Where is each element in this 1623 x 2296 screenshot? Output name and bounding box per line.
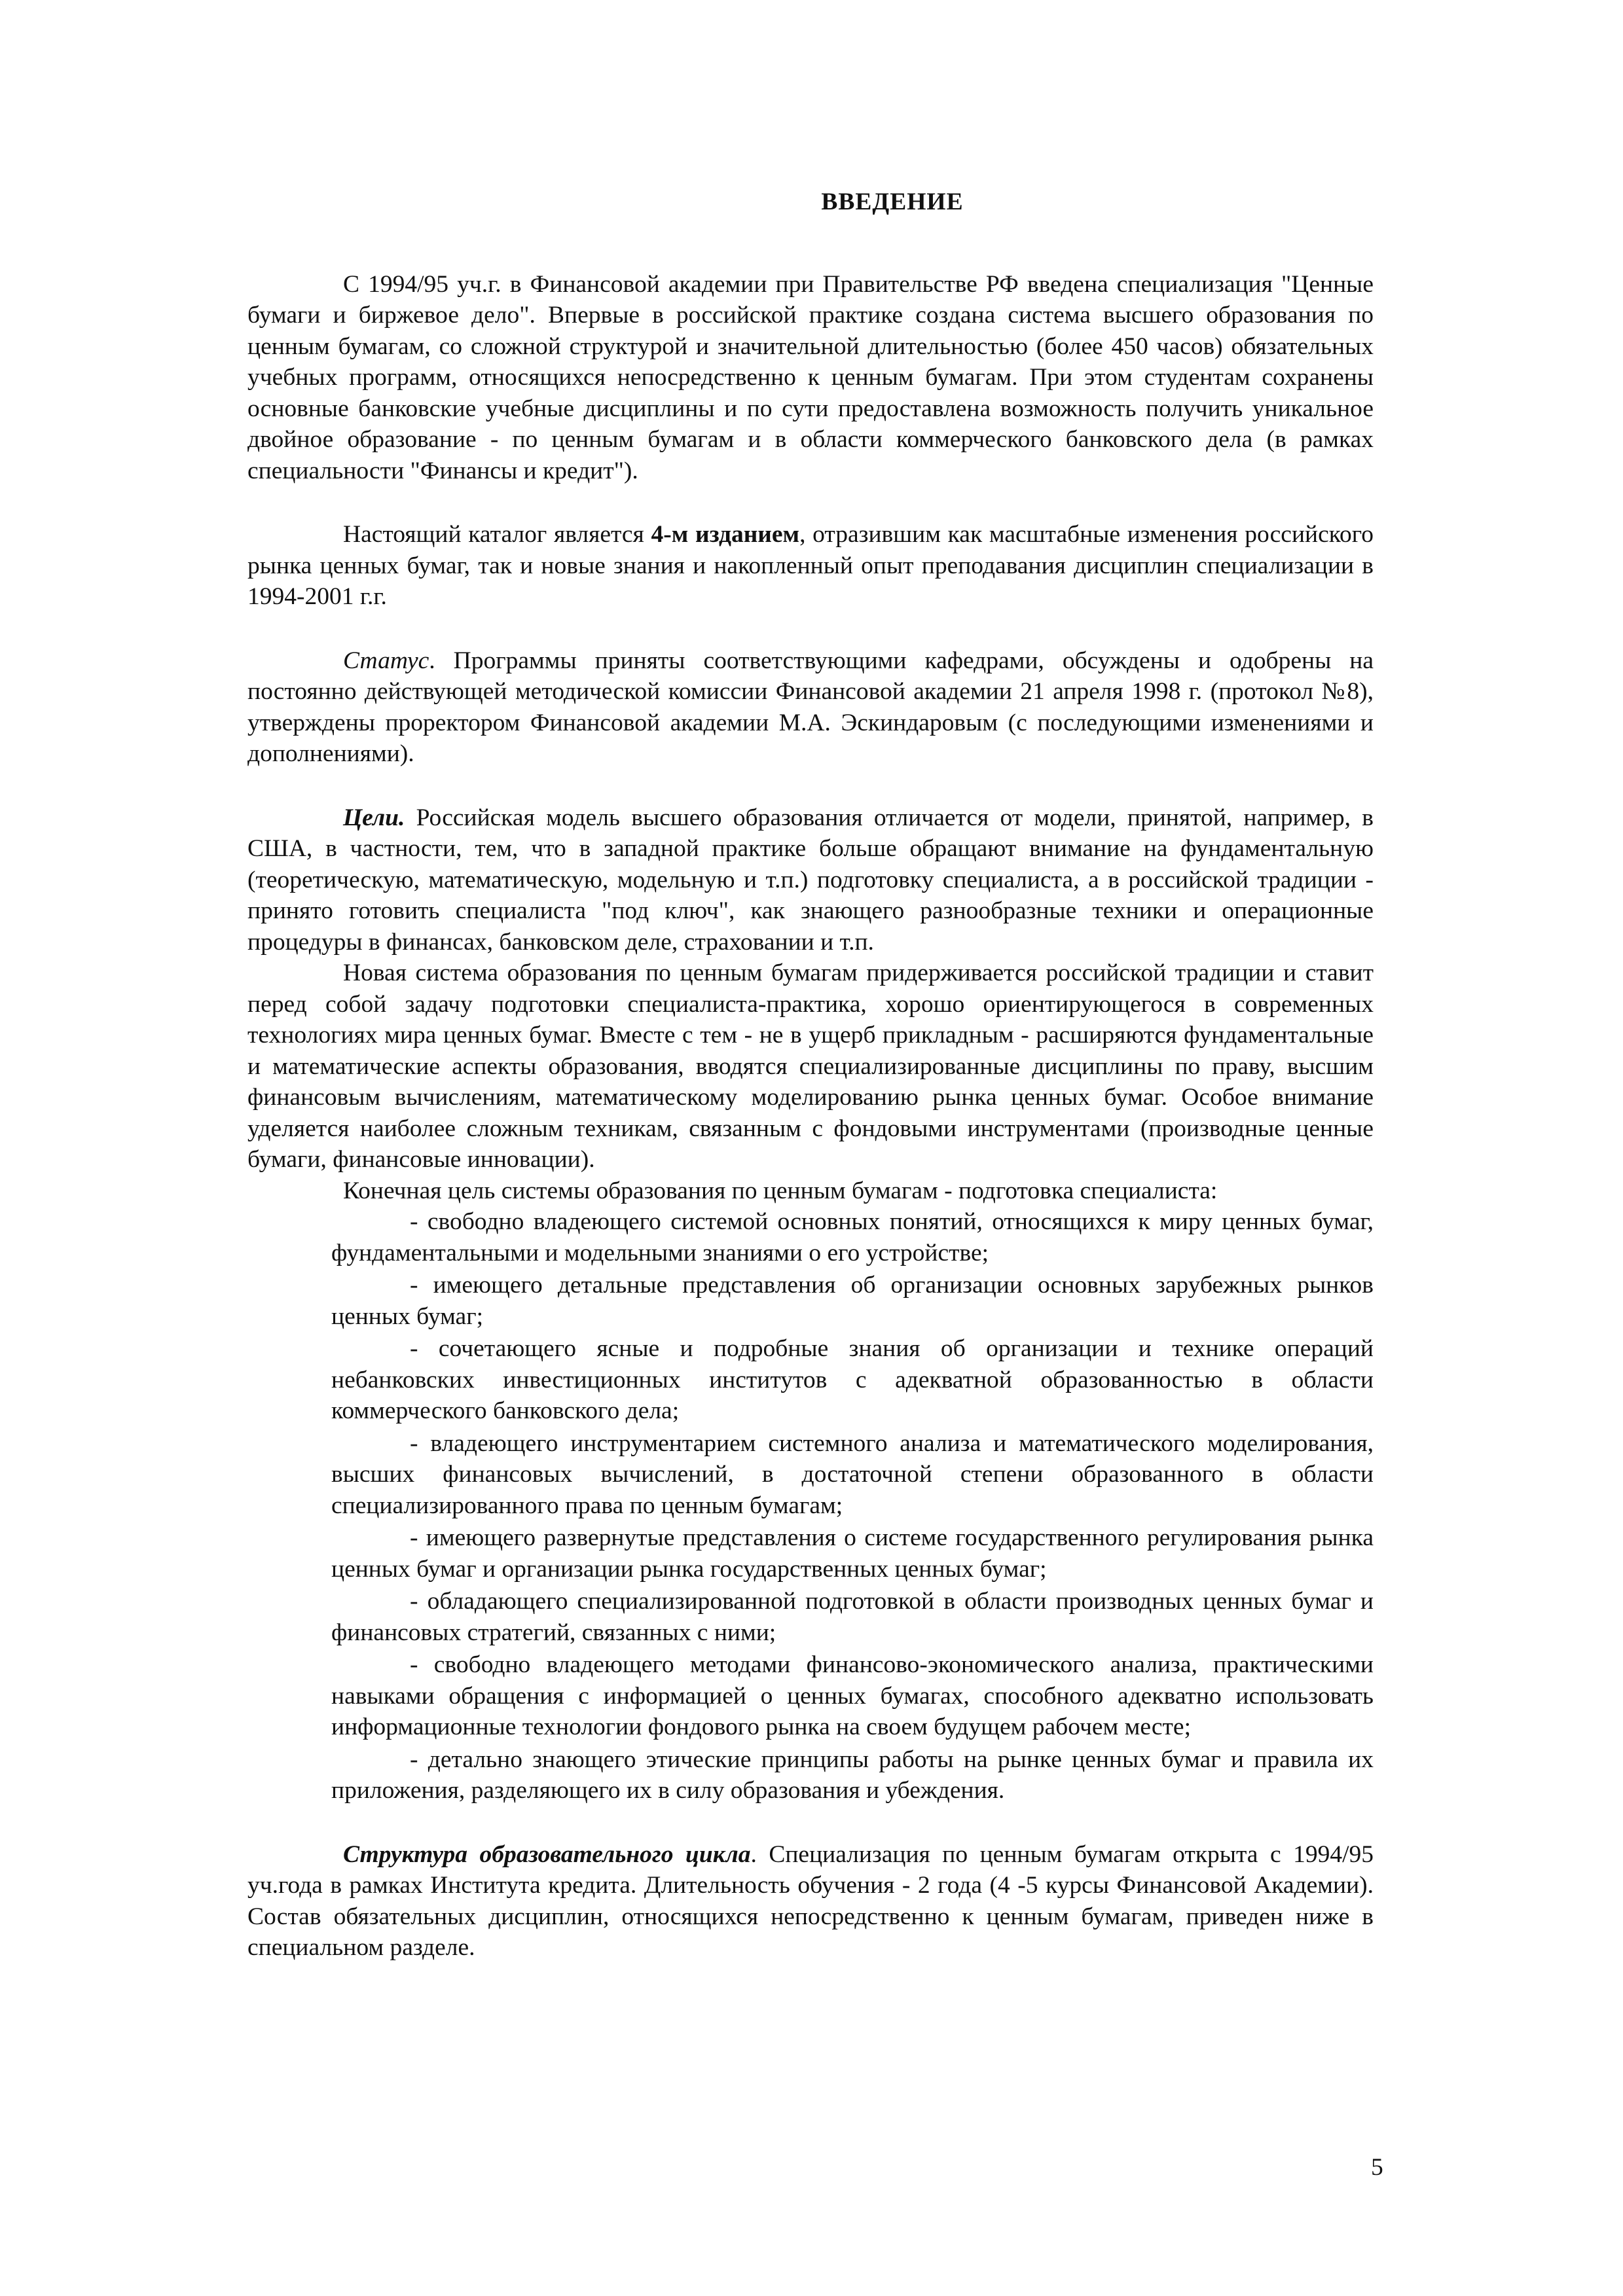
intro-paragraph: С 1994/95 уч.г. в Финансовой академии при Правительстве РФ введена специализация "Ценные бумаги и биржевое дело". Впервые в российской практике создана система высшего образования по ценным бумагам, со сложной структурой и значительной длительностью (более 450 часов) обязательных учебных программ, относящихся непосредственно к ценным бумагам. При этом студентам сохранены основные банковские учебные дисциплины и по сути предоставлена возможность получить уникальное двойное образование - по ценным бумагам и в области коммерческого банковского дела (в рамках специальности "Финансы и кредит"). bbox=[247, 270, 1374, 484]
status-paragraph bbox=[247, 645, 1374, 770]
status-text: . Программы приняты соответствующими кафедрами, обсуждены и одобрены на постоянно действующей методической комиссии Финансовой академии 21 апреля 1998 г. (протокол №8), утверждены проректором Финансовой академии М.А. Эскиндаровым (с последующими изменениями и дополнениями). bbox=[247, 647, 1374, 767]
structure-text: . Специализация по ценным бумагам открыта с 1994/95 уч.года в рамках Института кредита. Длительность обучения - 2 года (4 -5 курсы Финансовой Академии). Состав обязательных дисциплин, относящихся непосредственно к ценным бумагам, приведен ниже в специальном разделе. bbox=[247, 1840, 1374, 1961]
goals-label: Цели. bbox=[343, 804, 405, 831]
catalog-text-before: Настоящий каталог является bbox=[343, 521, 651, 548]
catalog-edition-bold: 4-м изданием bbox=[651, 521, 800, 548]
goal-list bbox=[247, 1206, 1374, 1806]
catalog-paragraph bbox=[247, 519, 1374, 613]
goal-item: - имеющего детальные представления об организации основных зарубежных рынков ценных бумаг; bbox=[331, 1272, 1374, 1330]
page-title: ВВЕДЕНИЕ bbox=[821, 188, 964, 215]
goals-text: Российская модель высшего образования отличается от модели, принятой, например, в США, в частности, тем, что в западной практике больше обращают внимание на фундаментальную (теоретическую, математическую, модельную и т.п.) подготовку специалиста, а в российской традиции - принято готовить специалиста "под ключ", как знающего разнообразные техники и операционные процедуры в финансах, банковском деле, страховании и т.п. bbox=[247, 804, 1374, 956]
structure-paragraph bbox=[247, 1839, 1374, 1964]
document-page bbox=[247, 187, 1374, 1964]
new-system-paragraph: Новая система образования по ценным бумагам придерживается российской традиции и ставит перед собой задачу подготовки специалиста-практика, хорошо ориентирующегося в современных технологиях мира ценных бумаг. Вместе с тем - не в ущерб прикладным - расширяются фундаментальные и математические аспекты образования, вводятся специализированные дисциплины по праву, высшим финансовым вычислениям, математическому моделированию рынка ценных бумаг. Особое внимание уделяется наиболее сложным техникам, связанным с фондовыми инструментами (производные ценные бумаги, финансовые инновации). bbox=[247, 960, 1374, 1173]
goals-paragraph bbox=[247, 802, 1374, 958]
goal-item: - свободно владеющего системой основных понятий, относящихся к миру ценных бумаг, фундаментальными и модельными знаниями о его устройстве; bbox=[331, 1208, 1374, 1266]
catalog-text-after: , отразившим как масштабные изменения российского рынка ценных бумаг, так и новые знания и накопленный опыт преподавания дисциплин специализации в 1994-2001 г.г. bbox=[247, 521, 1374, 610]
goal-item: - обладающего специализированной подготовкой в области производных ценных бумаг и финансовых стратегий, связанных с ними; bbox=[331, 1588, 1374, 1646]
structure-label: Структура образовательного цикла bbox=[343, 1840, 751, 1868]
page-number: 5 bbox=[1371, 2154, 1383, 2181]
goal-item: - сочетающего ясные и подробные знания об организации и технике операций небанковских инвестиционных институтов с адекватной образованностью в области коммерческого банковского дела; bbox=[331, 1335, 1374, 1424]
goal-item: - детально знающего этические принципы работы на рынке ценных бумаг и правила их приложения, разделяющего их в силу образования и убеждения. bbox=[331, 1746, 1374, 1804]
status-label: Статус bbox=[343, 647, 429, 674]
final-goal-lead: Конечная цель системы образования по ценным бумагам - подготовка специалиста: bbox=[343, 1177, 1218, 1204]
goal-item: - владеющего инструментарием системного анализа и математического моделирования, высших финансовых вычислений, в достаточной степени образованного в области специализированного права по ценным бумагам; bbox=[331, 1429, 1374, 1519]
goal-item: - имеющего развернутые представления о системе государственного регулирования рынка ценных бумаг и организации рынка государственных ценных бумаг; bbox=[331, 1524, 1374, 1583]
goal-item: - свободно владеющего методами финансово-экономического анализа, практическими навыками обращения с информацией о ценных бумагах, способного адекватно использовать информационные технологии фондового рынка на своем будущем рабочем месте; bbox=[331, 1651, 1374, 1740]
